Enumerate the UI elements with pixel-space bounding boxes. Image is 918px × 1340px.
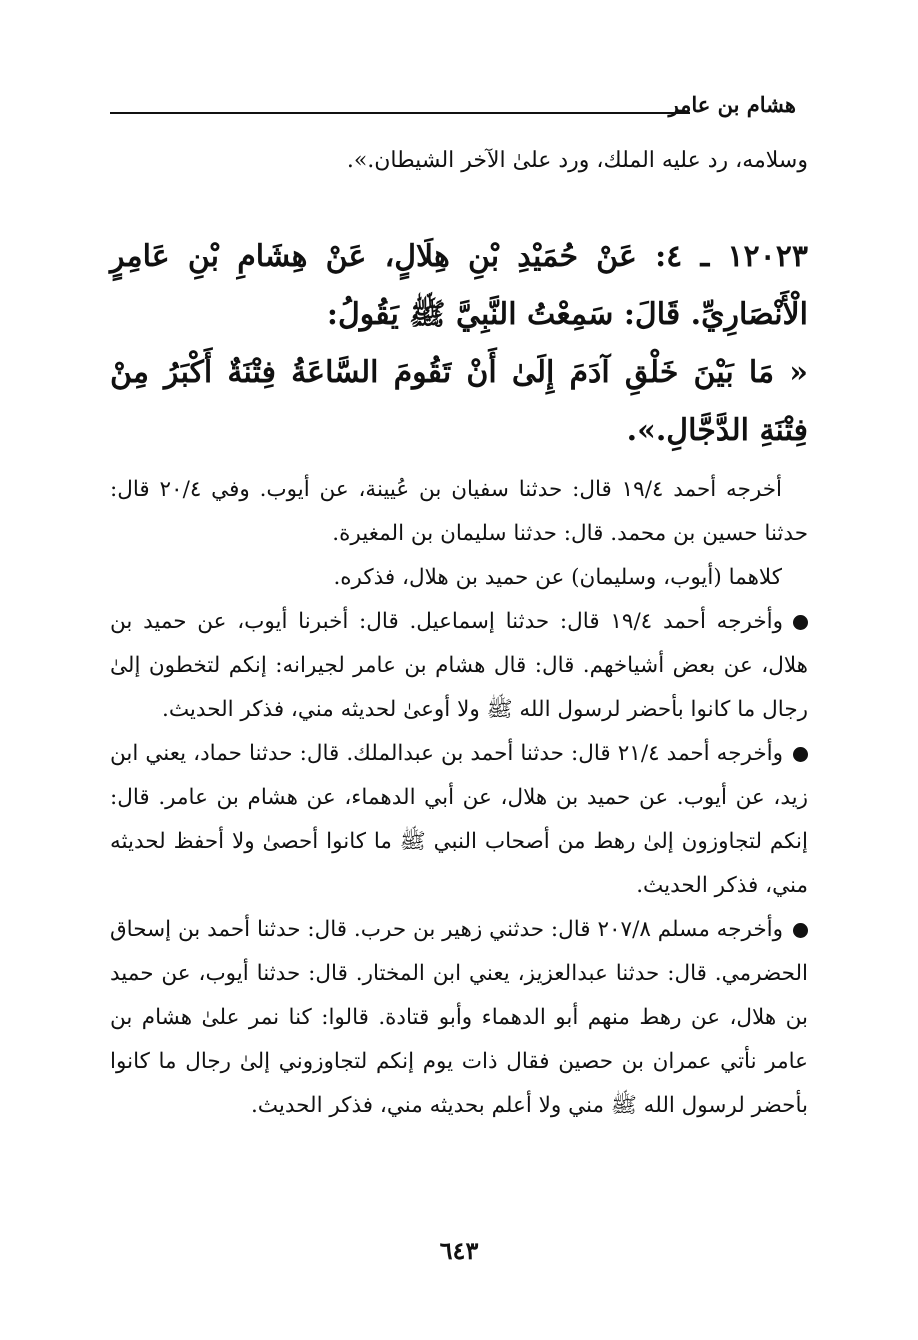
header-title: هشام بن عامر bbox=[668, 92, 796, 117]
takhrij-paragraph: أخرجه أحمد ١٩/٤ قال: حدثنا سفيان بن عُيينة، عن أيوب. وفي ٢٠/٤ قال: حدثنا حسين بن محمد. قال: حدثنا سليمان بن المغيرة. bbox=[110, 477, 808, 546]
running-header bbox=[110, 92, 808, 132]
takhrij-bullet-paragraph bbox=[110, 600, 808, 732]
takhrij-text: وأخرجه أحمد ١٩/٤ قال: حدثنا إسماعيل. قال: أخبرنا أيوب، عن حميد بن هلال، عن بعض أشياخهم. قال: قال هشام بن عامر لجيرانه: إنكم لتخطون إلىٰ رجال ما كانوا بأحضر لرسول الله ﷺ ولا أوعىٰ لحديثه مني، فذكر الحديث. bbox=[110, 609, 808, 722]
takhrij-text: وأخرجه أحمد ٢١/٤ قال: حدثنا أحمد بن عبدالملك. قال: حدثنا حماد، يعني ابن زيد، عن أيوب. عن حميد بن هلال، عن أبي الدهماء، عن هشام بن عامر. قال: إنكم لتجاوزون إلىٰ رهط من أصحاب النبي ﷺ ما كانوا أحصىٰ ولا أحفظ لحديثه مني، فذكر الحديث. bbox=[110, 741, 808, 898]
page-number: ٦٤٣ bbox=[439, 1236, 479, 1265]
takhrij-section bbox=[110, 468, 808, 1128]
bullet-icon bbox=[793, 923, 808, 938]
takhrij-bullet-paragraph bbox=[110, 908, 808, 1128]
takhrij-paragraph: كلاهما (أيوب، وسليمان) عن حميد بن هلال، فذكره. bbox=[333, 565, 782, 590]
bullet-icon bbox=[793, 615, 808, 630]
bullet-icon bbox=[793, 747, 808, 762]
hadith-block bbox=[110, 228, 808, 460]
takhrij-bullet-paragraph bbox=[110, 732, 808, 908]
hadith-matn: « مَا بَيْنَ خَلْقِ آدَمَ إِلَىٰ أَنْ تَقُومَ السَّاعَةُ فِتْنَةٌ أَكْبَرُ مِنْ فِتْنَةِ الدَّجَّالِ.». bbox=[110, 355, 808, 448]
hadith-isnad: ١٢٠٢٣ ـ ٤: عَنْ حُمَيْدِ بْنِ هِلَالٍ، عَنْ هِشَامِ بْنِ عَامِرٍ الْأَنْصَارِيِّ. قَالَ: سَمِعْتُ النَّبِيَّ ﷺ يَقُولُ: bbox=[110, 239, 808, 332]
takhrij-text: وأخرجه مسلم ٢٠٧/٨ قال: حدثني زهير بن حرب. قال: حدثنا أحمد بن إسحاق الحضرمي. قال: حدثنا عبدالعزيز، يعني ابن المختار. قال: حدثنا أيوب، عن حميد بن هلال، عن رهط منهم أبو الدهماء وأبو قتادة. قالوا: كنا نمر علىٰ هشام بن عامر نأتي عمران بن حصين فقال ذات يوم إنكم لتجاوزوني إلىٰ رجال ما كانوا بأحضر لرسول الله ﷺ مني ولا أعلم بحديثه مني، فذكر الحديث. bbox=[110, 917, 808, 1118]
header-rule bbox=[110, 112, 690, 114]
continuation-text: وسلامه، رد عليه الملك، ورد علىٰ الآخر الشيطان.». bbox=[346, 148, 808, 173]
